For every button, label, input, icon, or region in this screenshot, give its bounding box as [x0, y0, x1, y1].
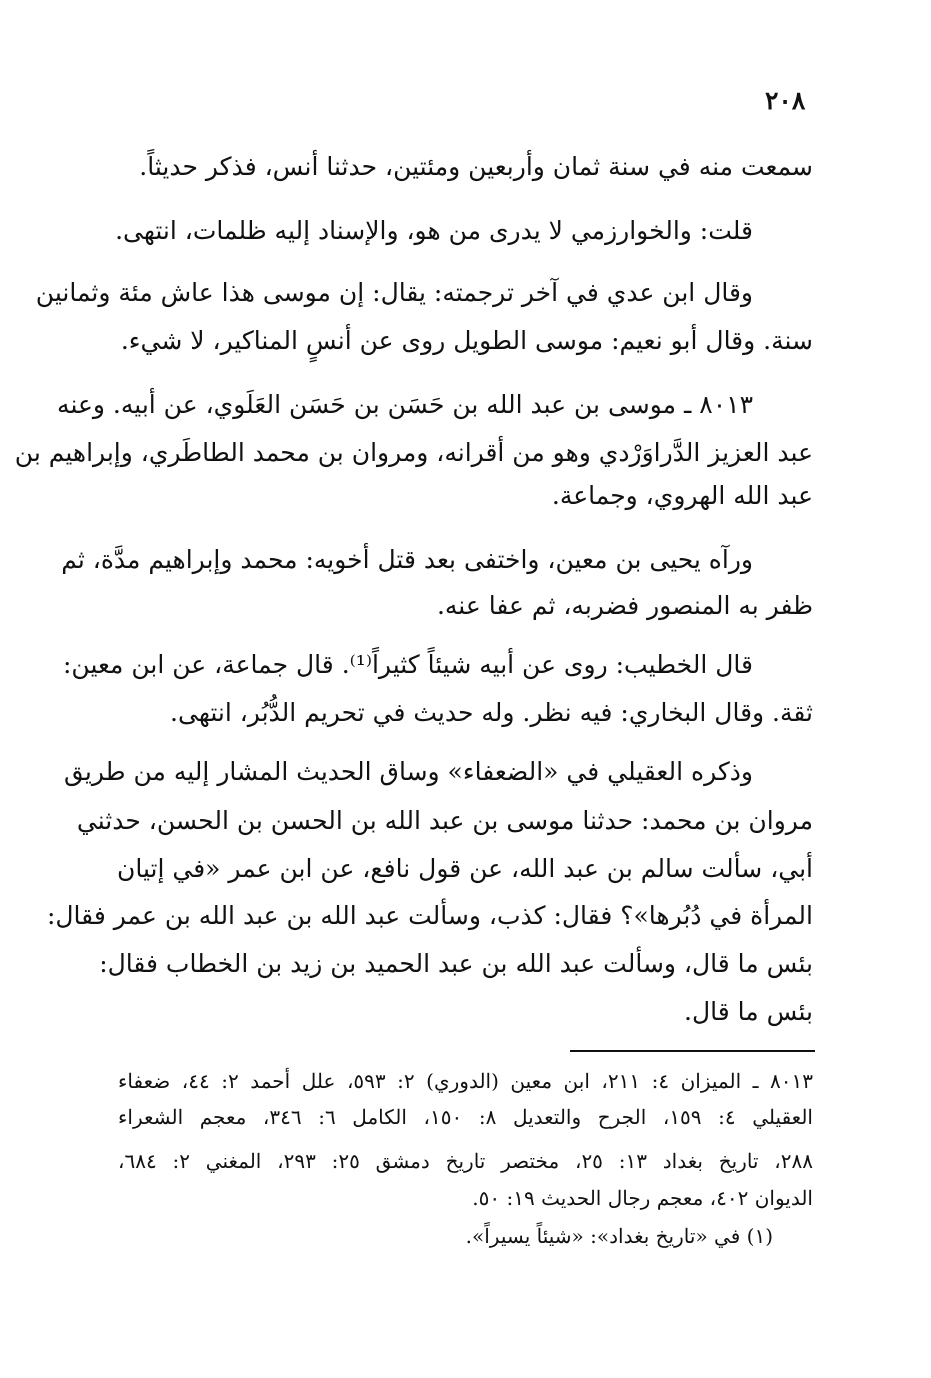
page-number: ٢٠٨: [765, 86, 806, 115]
text-line: وقال ابن عدي في آخر ترجمته: يقال: إن موسى هذا عاش مئة وثمانين: [35, 278, 753, 307]
text-line: سمعت منه في سنة ثمان وأربعين ومئتين، حدثنا أنس، فذكر حديثاً.: [139, 152, 813, 181]
text-line: بئس ما قال.: [684, 997, 813, 1026]
footnote-sources-line: الديوان ٤٠٢، معجم رجال الحديث ١٩: ٥٠.: [472, 1186, 813, 1210]
text-line: ثقة. وقال البخاري: فيه نظر. وله حديث في تحريم الدُّبُر، انتهى.: [170, 698, 813, 727]
text-line: مروان بن محمد: حدثنا موسى بن عبد الله بن الحسن بن الحسن، حدثني: [76, 806, 813, 835]
footnote-note: (١) في «تاريخ بغداد»: «شيئاً يسيراً».: [465, 1224, 773, 1248]
footnote-sources-line: ٢٨٨، تاريخ بغداد ١٣: ٢٥، مختصر تاريخ دمشق ٢٥: ٢٩٣، المغني ٢: ٦٨٤،: [118, 1149, 813, 1173]
text-line: وذكره العقيلي في «الضعفاء» وساق الحديث المشار إليه من طريق: [64, 757, 753, 786]
text-line: بئس ما قال، وسألت عبد الله بن عبد الحميد بن زيد بن الخطاب فقال:: [99, 949, 813, 978]
text-line: عبد العزيز الدَّراوَرْدي وهو من أقرانه، ومروان بن محمد الطاطَري، وإبراهيم بن: [14, 438, 813, 467]
text-line: المرأة في دُبُرها»؟ فقال: كذب، وسألت عبد الله بن عبد الله بن عمر فقال:: [46, 901, 813, 930]
text-line: عبد الله الهروي، وجماعة.: [551, 481, 813, 510]
footnote-separator: [570, 1050, 815, 1052]
text-line: ورآه يحيى بن معين، واختفى بعد قتل أخويه: محمد وإبراهيم مدَّة، ثم: [61, 545, 753, 574]
footnote-sources-line: العقيلي ٤: ١٥٩، الجرح والتعديل ٨: ١٥٠، الكامل ٦: ٣٤٦، معجم الشعراء: [118, 1105, 813, 1129]
text-line: قال الخطيب: روى عن أبيه شيئاً كثيراً⁽¹⁾. قال جماعة، عن ابن معين:: [62, 650, 753, 679]
text-line: قلت: والخوارزمي لا يدرى من هو، والإسناد إليه ظلمات، انتهى.: [115, 216, 753, 245]
text-line: سنة. وقال أبو نعيم: موسى الطويل روى عن أنسٍ المناكير، لا شيء.: [120, 326, 813, 355]
text-line: ظفر به المنصور فضربه، ثم عفا عنه.: [436, 591, 813, 620]
text-line: أبي، سألت سالم بن عبد الله، عن قول نافع، عن ابن عمر «في إتيان: [117, 854, 813, 883]
footnote-sources-line: ٨٠١٣ ـ الميزان ٤: ٢١١، ابن معين (الدوري) ٢: ٥٩٣، علل أحمد ٢: ٤٤، ضعفاء: [118, 1069, 814, 1093]
entry-heading-line: ٨٠١٣ ـ موسى بن عبد الله بن حَسَن بن حَسَن العَلَوي، عن أبيه. وعنه: [57, 390, 753, 419]
